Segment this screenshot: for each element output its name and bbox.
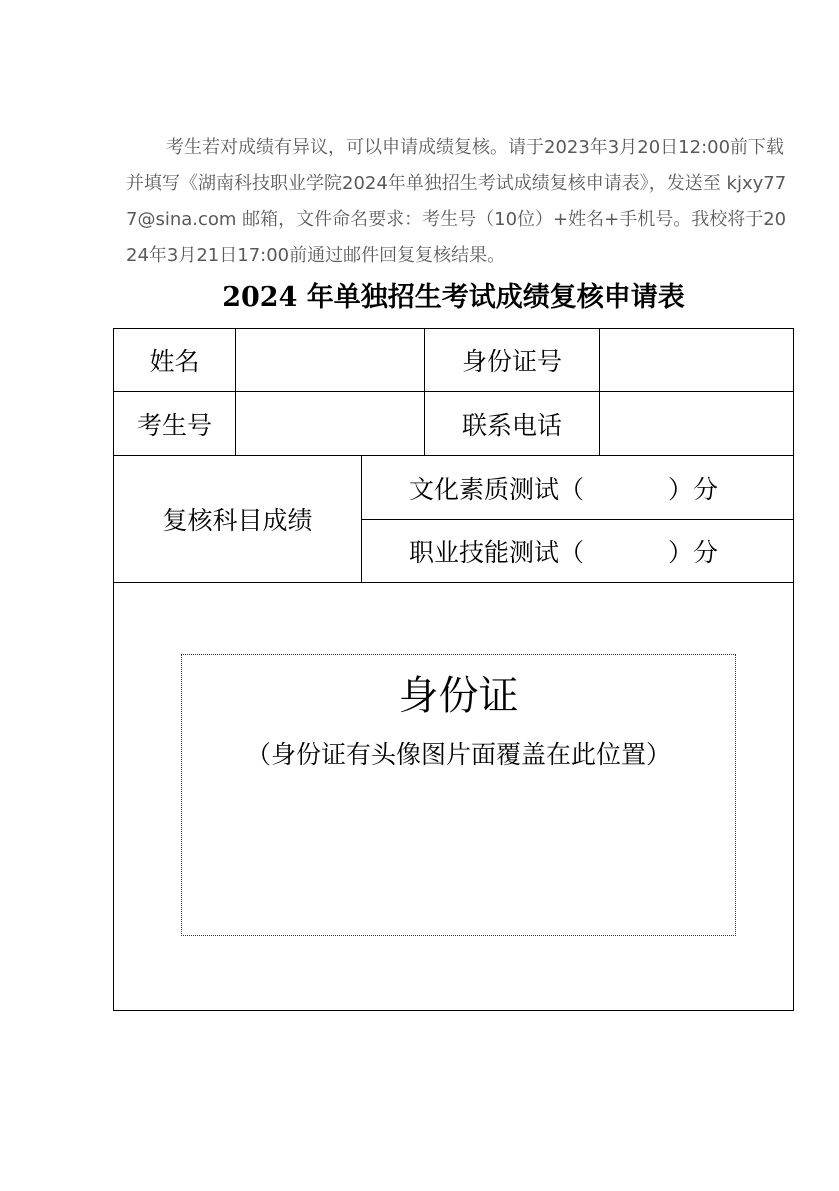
culture-test-label: 文化素质测试（ — [409, 474, 585, 504]
exam-number-field[interactable] — [236, 392, 424, 455]
skills-test-score-field[interactable] — [584, 536, 668, 566]
instructions-paragraph — [126, 130, 796, 274]
phone-field[interactable] — [600, 392, 793, 455]
id-card-note: （身份证有头像图片面覆盖在此位置） — [245, 740, 671, 769]
culture-test-score-field[interactable] — [584, 473, 668, 503]
instructions-text: 考生若对成绩有异议，可以申请成绩复核。请于2023年3月20日12:00前下载并填写《湖南科技职业学院2024年单独招生考试成绩复核申请表》，发送至 kjxy777@sina.com 邮箱，文件命名要求：考生号（10位）+姓名+手机号。我校将于2024年3月21日17:00前通过邮件回复复核结果。 — [126, 137, 787, 266]
id-number-label: 身份证号 — [461, 347, 562, 376]
id-card-title: 身份证 — [398, 673, 519, 719]
id-number-field[interactable] — [600, 329, 793, 391]
name-field[interactable] — [236, 329, 424, 391]
skills-test-row — [409, 520, 718, 582]
skills-test-unit: ）分 — [668, 538, 719, 567]
row-divider — [113, 582, 794, 583]
culture-test-row — [409, 456, 718, 519]
skills-test-label: 职业技能测试（ — [409, 538, 585, 567]
id-card-placeholder[interactable] — [181, 654, 736, 936]
column-divider — [361, 455, 362, 582]
phone-label: 联系电话 — [461, 410, 562, 440]
name-label: 姓名 — [149, 347, 200, 376]
exam-number-label: 考生号 — [136, 410, 212, 440]
form-title: 2024 年单独招生考试成绩复核申请表 — [222, 282, 685, 313]
review-subjects-label: 复核科目成绩 — [162, 506, 313, 535]
culture-test-unit: ）分 — [668, 474, 719, 504]
